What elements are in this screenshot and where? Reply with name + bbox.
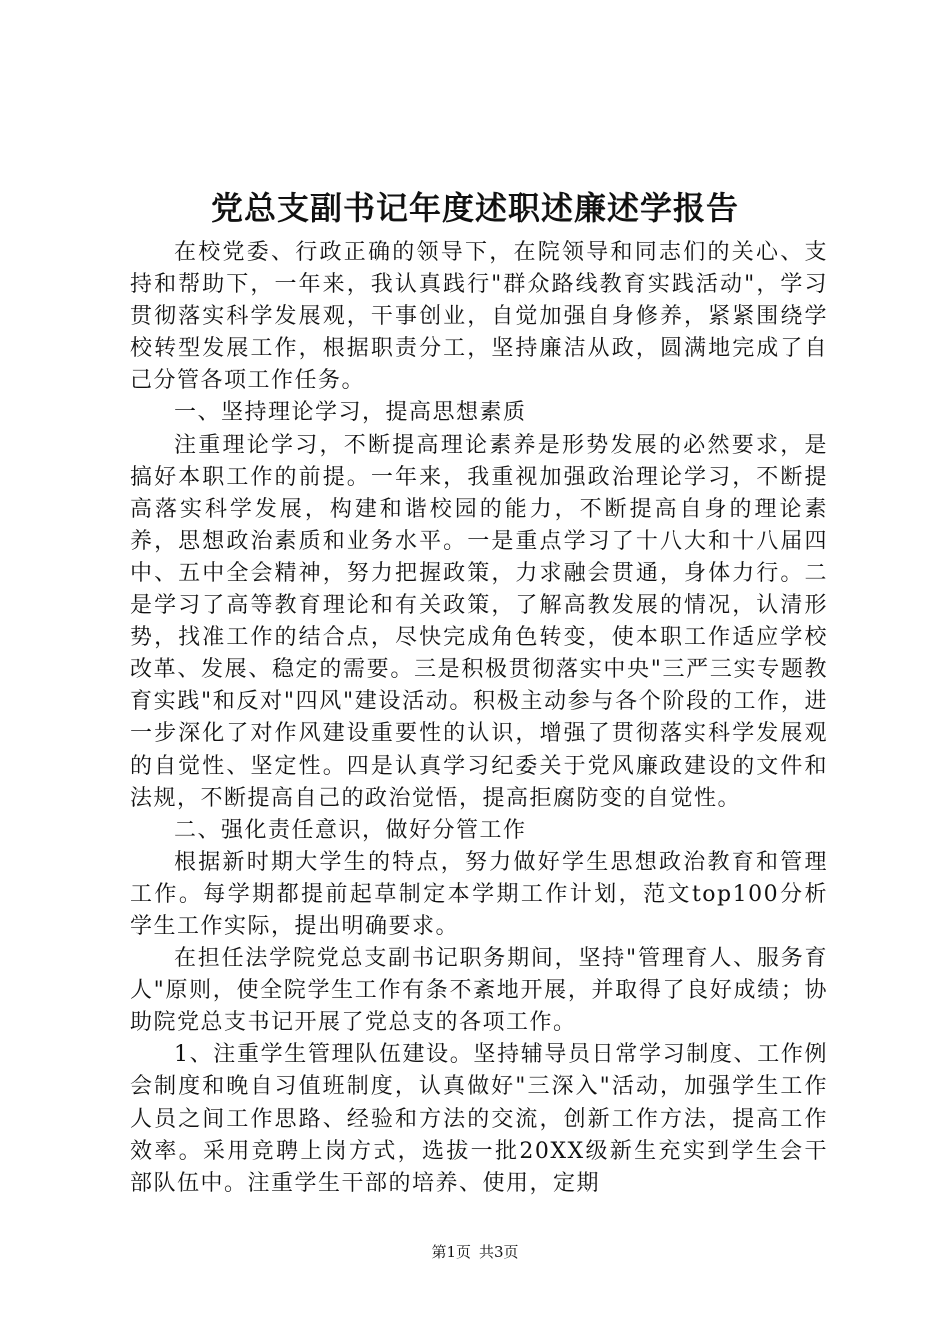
page-total: 共3页	[479, 1243, 519, 1261]
section-heading-1: 一、坚持理论学习，提高思想素质	[174, 400, 527, 426]
paragraph-intro: 在校党委、行政正确的领导下，在院领导和同志们的关心、支持和帮助下，一年来，我认真践行"群众路线教育实践活动"，学习贯彻落实科学发展观，干事创业，自觉加强自身修养，紧紧围绕学校转型发展工作，根据职责分工，坚持廉洁从政，圆满地完成了自己分管各项工作任务。	[130, 240, 828, 394]
page-footer	[0, 1242, 950, 1262]
document-body	[130, 237, 828, 1200]
section-heading-2: 二、强化责任意识，做好分管工作	[174, 817, 527, 843]
document-title: 党总支副书记年度述职述廉述学报告	[210, 189, 739, 227]
paragraph-team-building: 1、注重学生管理队伍建设。坚持辅导员日常学习制度、工作例会制度和晚自习值班制度，认真做好"三深入"活动，加强学生工作人员之间工作思路、经验和方法的交流，创新工作方法，提高工作效率。采用竞聘上岗方式，选拔一批20XX级新生充实到学生会干部队伍中。注重学生干部的培养、使用，定期	[130, 1042, 828, 1196]
paragraph-student-work: 根据新时期大学生的特点，努力做好学生思想政治教育和管理工作。每学期都提前起草制定本学期工作计划，范文top100分析学生工作实际，提出明确要求。	[130, 849, 828, 939]
page-number: 第1页	[431, 1243, 471, 1261]
paragraph-theory-study: 注重理论学习，不断提高理论素养是形势发展的必然要求，是搞好本职工作的前提。一年来，我重视加强政治理论学习，不断提高落实科学发展，构建和谐校园的能力，不断提高自身的理论素养，思想政治素质和业务水平。一是重点学习了十八大和十八届四中、五中全会精神，努力把握政策，力求融会贯通，身体力行。二是学习了高等教育理论和有关政策，了解高教发展的情况，认清形势，找准工作的结合点，尽快完成角色转变，使本职工作适应学校改革、发展、稳定的需要。三是积极贯彻落实中央"三严三实专题教育实践"和反对"四风"建设活动。积极主动参与各个阶段的工作，进一步深化了对作风建设重要性的认识，增强了贯彻落实科学发展观的自觉性、坚定性。四是认真学习纪委关于党风廉政建设的文件和法规，不断提高自己的政治觉悟，提高拒腐防变的自觉性。	[130, 432, 828, 811]
paragraph-deputy-secretary: 在担任法学院党总支副书记职务期间，坚持"管理育人、服务育人"原则，使全院学生工作有条不紊地开展，并取得了良好成绩；协助院党总支书记开展了党总支的各项工作。	[130, 946, 828, 1036]
